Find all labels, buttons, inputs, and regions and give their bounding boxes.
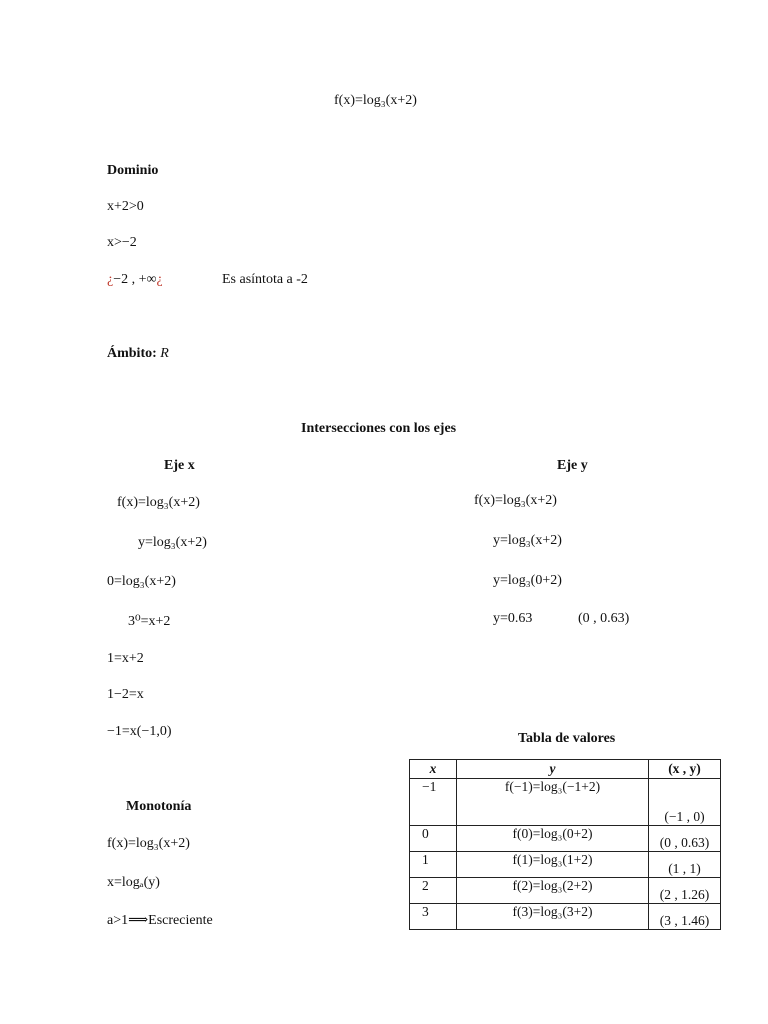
interval-open-glyph: ¿	[107, 272, 114, 287]
eje-x-line-5: 1=x+2	[107, 651, 144, 666]
eje-x-heading: Eje x	[164, 458, 195, 473]
table-cell-y: f(1)=log₃(1+2)	[457, 852, 649, 878]
table-cell-y: f(2)=log₃(2+2)	[457, 878, 649, 904]
eje-y-heading: Eje y	[557, 458, 588, 473]
eje-x-line-3: 0=log₃(x+2)	[107, 574, 176, 589]
table-row	[410, 878, 721, 904]
table-header-x: x	[410, 760, 457, 779]
eje-y-line-4: y=0.63	[493, 611, 533, 626]
intersecciones-heading: Intersecciones con los ejes	[301, 421, 457, 436]
dominio-heading: Dominio	[107, 163, 159, 178]
table-row	[410, 779, 721, 826]
table-cell-x: 3	[410, 904, 457, 930]
table-cell-x: 0	[410, 826, 457, 852]
table-header-row	[410, 760, 721, 779]
monotonia-line-2: x=logₐ(y)	[107, 875, 160, 890]
interval-close-glyph: ¿	[156, 272, 163, 287]
eje-y-point: (0 , 0.63)	[578, 611, 630, 626]
table-cell-point: (1 , 1)	[649, 852, 721, 878]
dominio-line-2: x>−2	[107, 235, 137, 250]
monotonia-line-3: a>1⟹Escreciente	[107, 913, 213, 928]
table-cell-point: (0 , 0.63)	[649, 826, 721, 852]
table-cell-y: f(−1)=log₃(−1+2)	[457, 779, 649, 826]
table-header-point: (x , y)	[649, 760, 721, 779]
ambito-label: Ámbito:	[107, 346, 157, 361]
eje-x-line-2: y=log₃(x+2)	[138, 535, 207, 550]
monotonia-heading: Monotonía	[126, 799, 192, 814]
eje-x-line-1: f(x)=log₃(x+2)	[117, 495, 200, 510]
table-row	[410, 852, 721, 878]
table-cell-point: (−1 , 0)	[649, 779, 721, 826]
table-row	[410, 904, 721, 930]
eje-y-line-1: f(x)=log₃(x+2)	[474, 493, 557, 508]
eje-y-line-3: y=log₃(0+2)	[493, 573, 562, 588]
table-cell-point: (2 , 1.26)	[649, 878, 721, 904]
eje-y-line-2: y=log₃(x+2)	[493, 533, 562, 548]
eje-x-line-4: 3⁰=x+2	[128, 614, 171, 629]
table-row	[410, 826, 721, 852]
dominio-line-1: x+2>0	[107, 199, 144, 214]
interval-body: −2 , +∞	[113, 272, 157, 287]
table-cell-x: 2	[410, 878, 457, 904]
table-cell-x: 1	[410, 852, 457, 878]
ambito-value: R	[160, 346, 169, 361]
values-table	[409, 759, 721, 930]
ambito	[107, 345, 169, 363]
monotonia-line-1: f(x)=log₃(x+2)	[107, 836, 190, 851]
table-cell-y: f(3)=log₃(3+2)	[457, 904, 649, 930]
dominio-interval	[107, 271, 163, 289]
main-function-formula: f(x)=log₃(x+2)	[334, 93, 417, 108]
table-cell-x: −1	[410, 779, 457, 826]
table-cell-point: (3 , 1.46)	[649, 904, 721, 930]
eje-x-line-6: 1−2=x	[107, 687, 144, 702]
table-header-y: y	[457, 760, 649, 779]
tabla-title: Tabla de valores	[518, 731, 616, 746]
eje-x-line-7: −1=x(−1,0)	[107, 724, 172, 739]
asymptote-note: Es asíntota a -2	[222, 272, 308, 287]
table-cell-y: f(0)=log₃(0+2)	[457, 826, 649, 852]
